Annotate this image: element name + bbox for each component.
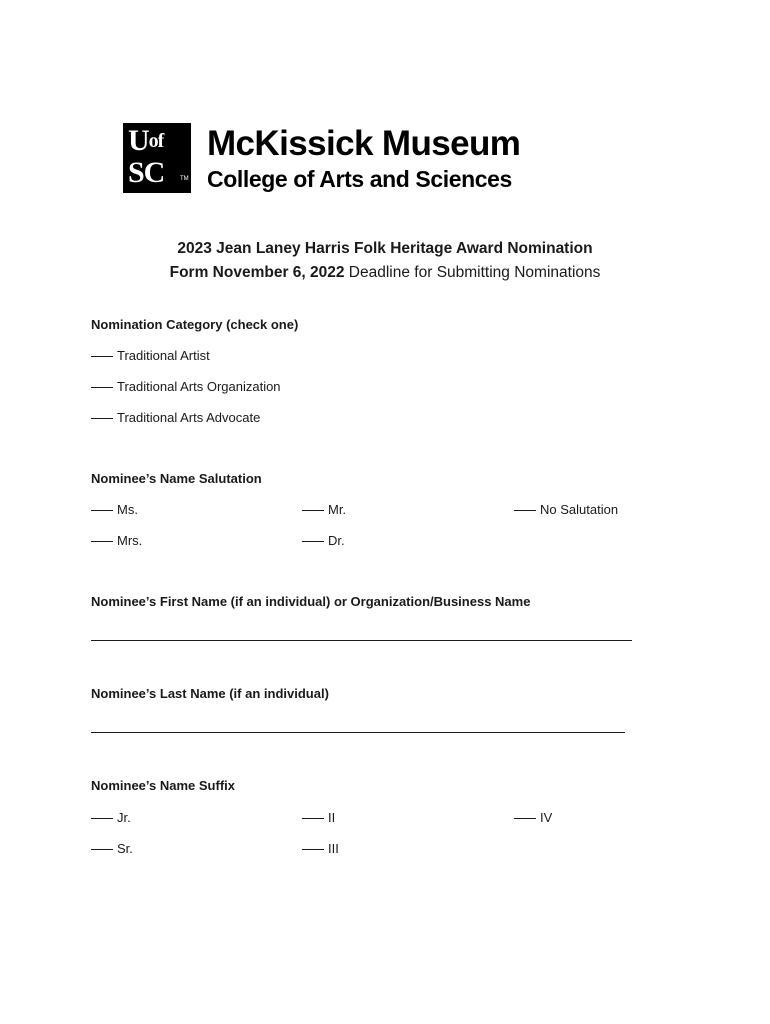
first-name-field[interactable]	[91, 640, 632, 641]
salutation-option-dr[interactable]	[302, 532, 345, 550]
option-label: Ms.	[117, 502, 138, 517]
checkbox-blank[interactable]	[302, 849, 324, 850]
suffix-option-sr[interactable]	[91, 840, 133, 858]
checkbox-blank[interactable]	[302, 818, 324, 819]
first-name-label: Nominee’s First Name (if an individual) or Organization/Business Name	[91, 594, 531, 609]
option-label: Sr.	[117, 841, 133, 856]
suffix-option-ii[interactable]	[302, 809, 335, 827]
suffix-option-iii[interactable]	[302, 840, 339, 858]
logo-trademark: TM	[180, 176, 189, 182]
checkbox-blank[interactable]	[91, 818, 113, 819]
form-title-line1: 2023 Jean Laney Harris Folk Heritage Award Nomination	[177, 240, 593, 257]
org-subtitle: College of Arts and Sciences	[207, 166, 512, 192]
last-name-label: Nominee’s Last Name (if an individual)	[91, 686, 329, 701]
form-title-date: Form November 6, 2022	[169, 264, 345, 281]
option-label: III	[328, 841, 339, 856]
checkbox-blank[interactable]	[91, 356, 113, 357]
uofsc-logo	[123, 123, 191, 193]
form-title-deadline: Deadline for Submitting Nominations	[344, 264, 601, 281]
category-option-traditional-artist[interactable]	[91, 347, 210, 365]
checkbox-blank[interactable]	[514, 510, 536, 511]
checkbox-blank[interactable]	[91, 418, 113, 419]
salutation-option-none[interactable]	[514, 501, 618, 519]
checkbox-blank[interactable]	[91, 849, 113, 850]
category-option-traditional-arts-advocate[interactable]	[91, 409, 260, 427]
option-label: IV	[540, 810, 553, 825]
suffix-label: Nominee’s Name Suffix	[91, 778, 236, 793]
salutation-option-ms[interactable]	[91, 501, 138, 519]
option-label: Mrs.	[117, 533, 143, 548]
option-label: Dr.	[328, 533, 345, 548]
suffix-option-iv[interactable]	[514, 809, 552, 827]
checkbox-blank[interactable]	[302, 541, 324, 542]
category-option-traditional-arts-organization[interactable]	[91, 378, 281, 396]
checkbox-blank[interactable]	[302, 510, 324, 511]
logo-text-uof: $U^{of}$	[128, 124, 164, 157]
last-name-field[interactable]	[91, 732, 625, 733]
option-label: II	[328, 810, 336, 825]
option-label: Traditional Arts Organization	[117, 379, 281, 394]
option-label: Mr.	[328, 502, 347, 517]
salutation-label: Nominee’s Name Salutation	[91, 471, 262, 486]
checkbox-blank[interactable]	[91, 387, 113, 388]
logo-text-sc: SC	[128, 156, 165, 189]
salutation-option-mr[interactable]	[302, 501, 346, 519]
org-title: McKissick Museum	[207, 124, 521, 163]
option-label: Jr.	[117, 810, 131, 825]
checkbox-blank[interactable]	[91, 541, 113, 542]
checkbox-blank[interactable]	[91, 510, 113, 511]
option-label: No Salutation	[540, 502, 619, 517]
salutation-option-mrs[interactable]	[91, 532, 142, 550]
option-label: Traditional Artist	[117, 348, 210, 363]
checkbox-blank[interactable]	[514, 818, 536, 819]
nomination-category-label: Nomination Category (check one)	[91, 317, 299, 332]
form-title-line2	[0, 261, 770, 285]
option-label: Traditional Arts Advocate	[117, 410, 261, 425]
suffix-option-jr[interactable]	[91, 809, 131, 827]
